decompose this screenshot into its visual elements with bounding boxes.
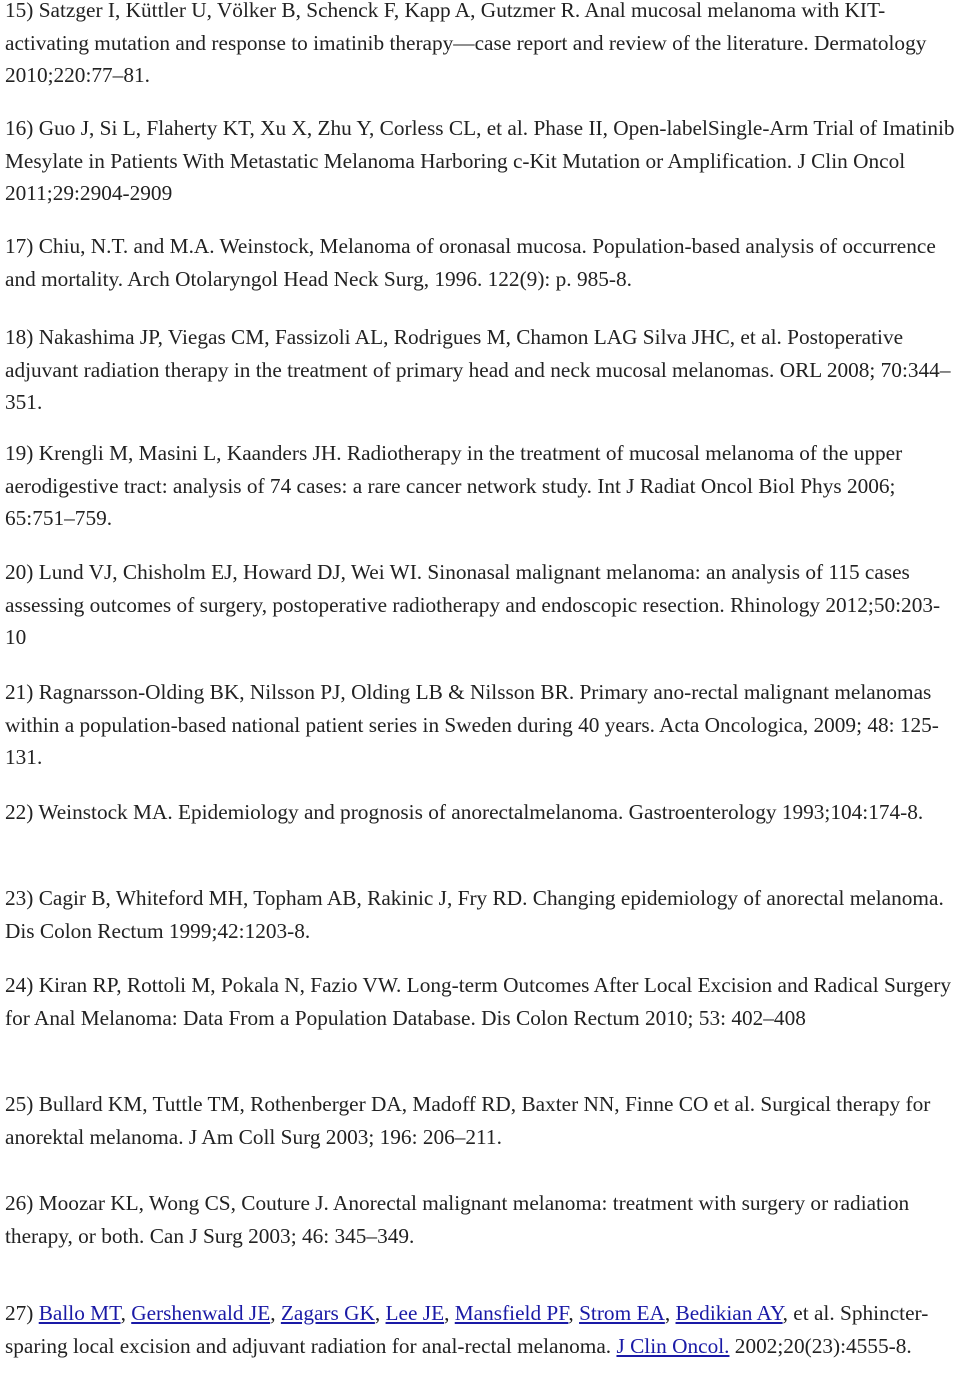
reference-26: 26) Moozar KL, Wong CS, Couture J. Anorectal malignant melanoma: treatment with surgery or radiation therapy, or both. Can J Surg 2003; 46: 345–349.: [5, 1191, 910, 1248]
author-link[interactable]: Gershenwald JE: [131, 1301, 271, 1325]
reference-20: 20) Lund VJ, Chisholm EJ, Howard DJ, Wei WI. Sinonasal malignant melanoma: an analysis of 115 cases assessing outcomes of surgery, postoperative radiotherapy and endoscopic resection. Rhinology 2012;50:203-10: [5, 560, 941, 650]
author-link[interactable]: Strom EA: [579, 1301, 665, 1325]
journal-link[interactable]: J Clin Oncol.: [616, 1333, 730, 1358]
reference-27: 27) Ballo MT, Gershenwald JE, Zagars GK, Lee JE, Mansfield PF, Strom EA, Bedikian AY, et al. Sphincter-sparing local excision and adjuvant radiation for anal-rectal melanoma. J Clin Oncol. 2002;20(23):4555-8.: [5, 1301, 929, 1358]
author-link[interactable]: Mansfield PF: [454, 1301, 569, 1325]
author-link[interactable]: Bedikian AY: [675, 1301, 783, 1325]
et-al-text: , et al.: [782, 1301, 835, 1325]
reference-16: 16) Guo J, Si L, Flaherty KT, Xu X, Zhu Y, Corless CL, et al. Phase II, Open-labelSingle-Arm Trial of Imatinib Mesylate in Patients With Metastatic Melanoma Harboring c-Kit Mutation or Amplification. J Clin Oncol 2011;29:2904-2909: [5, 116, 955, 206]
reference-18: 18) Nakashima JP, Viegas CM, Fassizoli AL, Rodrigues M, Chamon LAG Silva JHC, et al. Postoperative adjuvant radiation therapy in the treatment of primary head and neck mucosal melanomas. ORL 2008; 70:344–351.: [5, 325, 951, 415]
author-link[interactable]: Zagars GK: [280, 1301, 375, 1325]
reference-27-number: 27): [5, 1301, 34, 1325]
reference-17: 17) Chiu, N.T. and M.A. Weinstock, Melanoma of oronasal mucosa. Population-based analysis of occurrence and mortality. Arch Otolaryngol Head Neck Surg, 1996. 122(9): p. 985-8.: [5, 234, 936, 291]
reference-21: 21) Ragnarsson-Olding BK, Nilsson PJ, Olding LB & Nilsson BR. Primary ano-rectal malignant melanomas within a population-based national patient series in Sweden during 40 years. Acta Oncologica, 2009; 48: 125-131.: [5, 680, 939, 770]
author-link[interactable]: Ballo MT: [38, 1301, 121, 1325]
reference-27-citation: 2002;20(23):4555-8.: [734, 1333, 912, 1358]
reference-24: 24) Kiran RP, Rottoli M, Pokala N, Fazio VW. Long-term Outcomes After Local Excision and Radical Surgery for Anal Melanoma: Data From a Population Database. Dis Colon Rectum 2010; 53: 402–408: [5, 973, 951, 1030]
reference-23: 23) Cagir B, Whiteford MH, Topham AB, Rakinic J, Fry RD. Changing epidemiology of anorectal melanoma. Dis Colon Rectum 1999;42:1203-8.: [5, 886, 944, 943]
reference-27-title: Sphincter-sparing local excision and adjuvant radiation for anal-rectal melanoma.: [5, 1301, 929, 1358]
reference-15: 15) Satzger I, Küttler U, Völker B, Schenck F, Kapp A, Gutzmer R. Anal mucosal melanoma with KIT-activating mutation and response to imatinib therapy—case report and review of the literature. Dermatology 2010;220:77–81.: [5, 0, 927, 88]
reference-25: 25) Bullard KM, Tuttle TM, Rothenberger DA, Madoff RD, Baxter NN, Finne CO et al. Surgical therapy for anorektal melanoma. J Am Coll Surg 2003; 196: 206–211.: [5, 1092, 931, 1149]
reference-22: 22) Weinstock MA. Epidemiology and prognosis of anorectalmelanoma. Gastroenterology 1993;104:174-8.: [5, 800, 924, 824]
reference-19: 19) Krengli M, Masini L, Kaanders JH. Radiotherapy in the treatment of mucosal melanoma of the upper aerodigestive tract: analysis of 74 cases: a rare cancer network study. Int J Radiat Oncol Biol Phys 2006; 65:751–759.: [5, 441, 903, 531]
author-link[interactable]: Lee JE: [385, 1301, 445, 1325]
